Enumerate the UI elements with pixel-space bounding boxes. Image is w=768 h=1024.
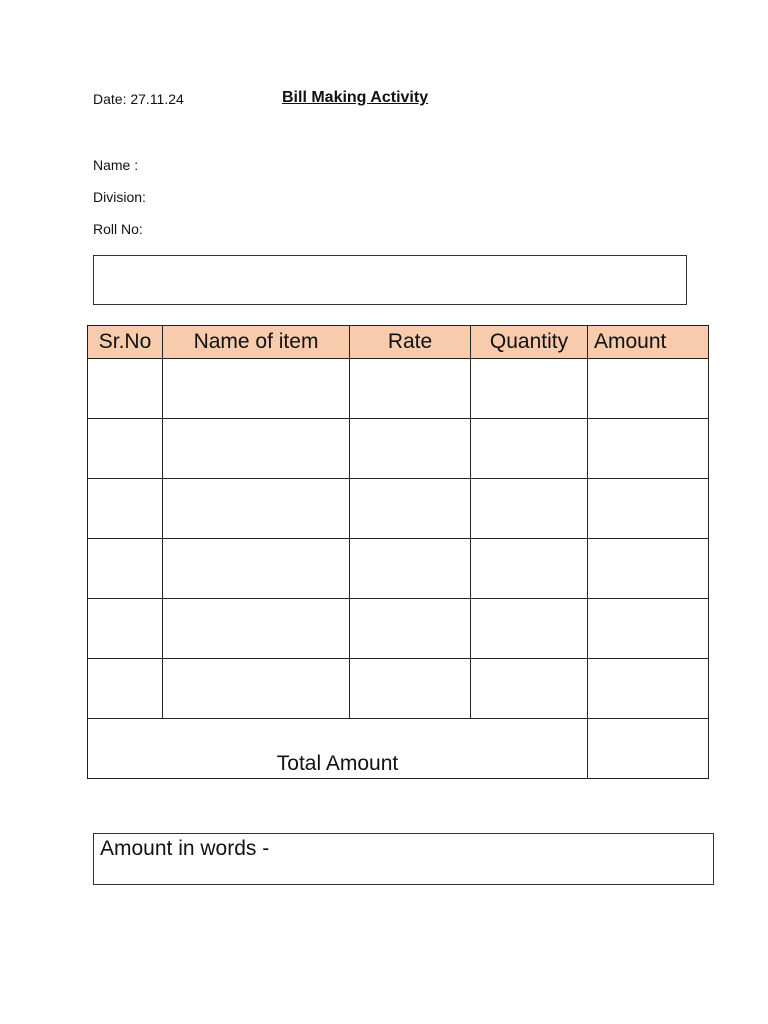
cell-sr-no[interactable] — [88, 419, 163, 479]
cell-amount[interactable] — [588, 599, 709, 659]
cell-sr-no[interactable] — [88, 479, 163, 539]
cell-item-name[interactable] — [163, 479, 350, 539]
table-row — [88, 539, 709, 599]
cell-item-name[interactable] — [163, 359, 350, 419]
total-amount-label: Total Amount — [88, 719, 588, 779]
cell-amount[interactable] — [588, 359, 709, 419]
table-row — [88, 419, 709, 479]
cell-rate[interactable] — [350, 539, 471, 599]
table-header-row — [88, 326, 709, 359]
blank-entry-box[interactable] — [93, 255, 687, 305]
cell-amount[interactable] — [588, 419, 709, 479]
date-label: Date: 27.11.24 — [93, 91, 184, 107]
cell-quantity[interactable] — [471, 659, 588, 719]
header-rate: Rate — [350, 326, 471, 359]
table-row — [88, 599, 709, 659]
cell-quantity[interactable] — [471, 479, 588, 539]
cell-item-name[interactable] — [163, 599, 350, 659]
cell-sr-no[interactable] — [88, 599, 163, 659]
cell-rate[interactable] — [350, 359, 471, 419]
cell-item-name[interactable] — [163, 659, 350, 719]
header-sr-no: Sr.No — [88, 326, 163, 359]
roll-no-label: Roll No: — [93, 221, 143, 237]
total-row — [88, 719, 709, 779]
cell-item-name[interactable] — [163, 419, 350, 479]
table-row — [88, 659, 709, 719]
cell-rate[interactable] — [350, 599, 471, 659]
cell-rate[interactable] — [350, 479, 471, 539]
cell-amount[interactable] — [588, 659, 709, 719]
amount-in-words-label: Amount in words - — [100, 837, 270, 860]
total-amount-cell[interactable] — [588, 719, 709, 779]
header-name-of-item: Name of item — [163, 326, 350, 359]
header-quantity: Quantity — [471, 326, 588, 359]
division-label: Division: — [93, 189, 146, 205]
cell-rate[interactable] — [350, 659, 471, 719]
cell-quantity[interactable] — [471, 359, 588, 419]
page-title: Bill Making Activity — [282, 89, 429, 106]
header-amount: Amount — [588, 326, 709, 359]
cell-quantity[interactable] — [471, 539, 588, 599]
cell-sr-no[interactable] — [88, 539, 163, 599]
name-label: Name : — [93, 157, 139, 173]
table-row — [88, 359, 709, 419]
cell-quantity[interactable] — [471, 419, 588, 479]
cell-item-name[interactable] — [163, 539, 350, 599]
cell-quantity[interactable] — [471, 599, 588, 659]
amount-in-words-box[interactable] — [93, 833, 714, 885]
table-row — [88, 479, 709, 539]
cell-amount[interactable] — [588, 479, 709, 539]
bill-table — [87, 325, 709, 779]
cell-sr-no[interactable] — [88, 659, 163, 719]
cell-amount[interactable] — [588, 539, 709, 599]
cell-sr-no[interactable] — [88, 359, 163, 419]
cell-rate[interactable] — [350, 419, 471, 479]
